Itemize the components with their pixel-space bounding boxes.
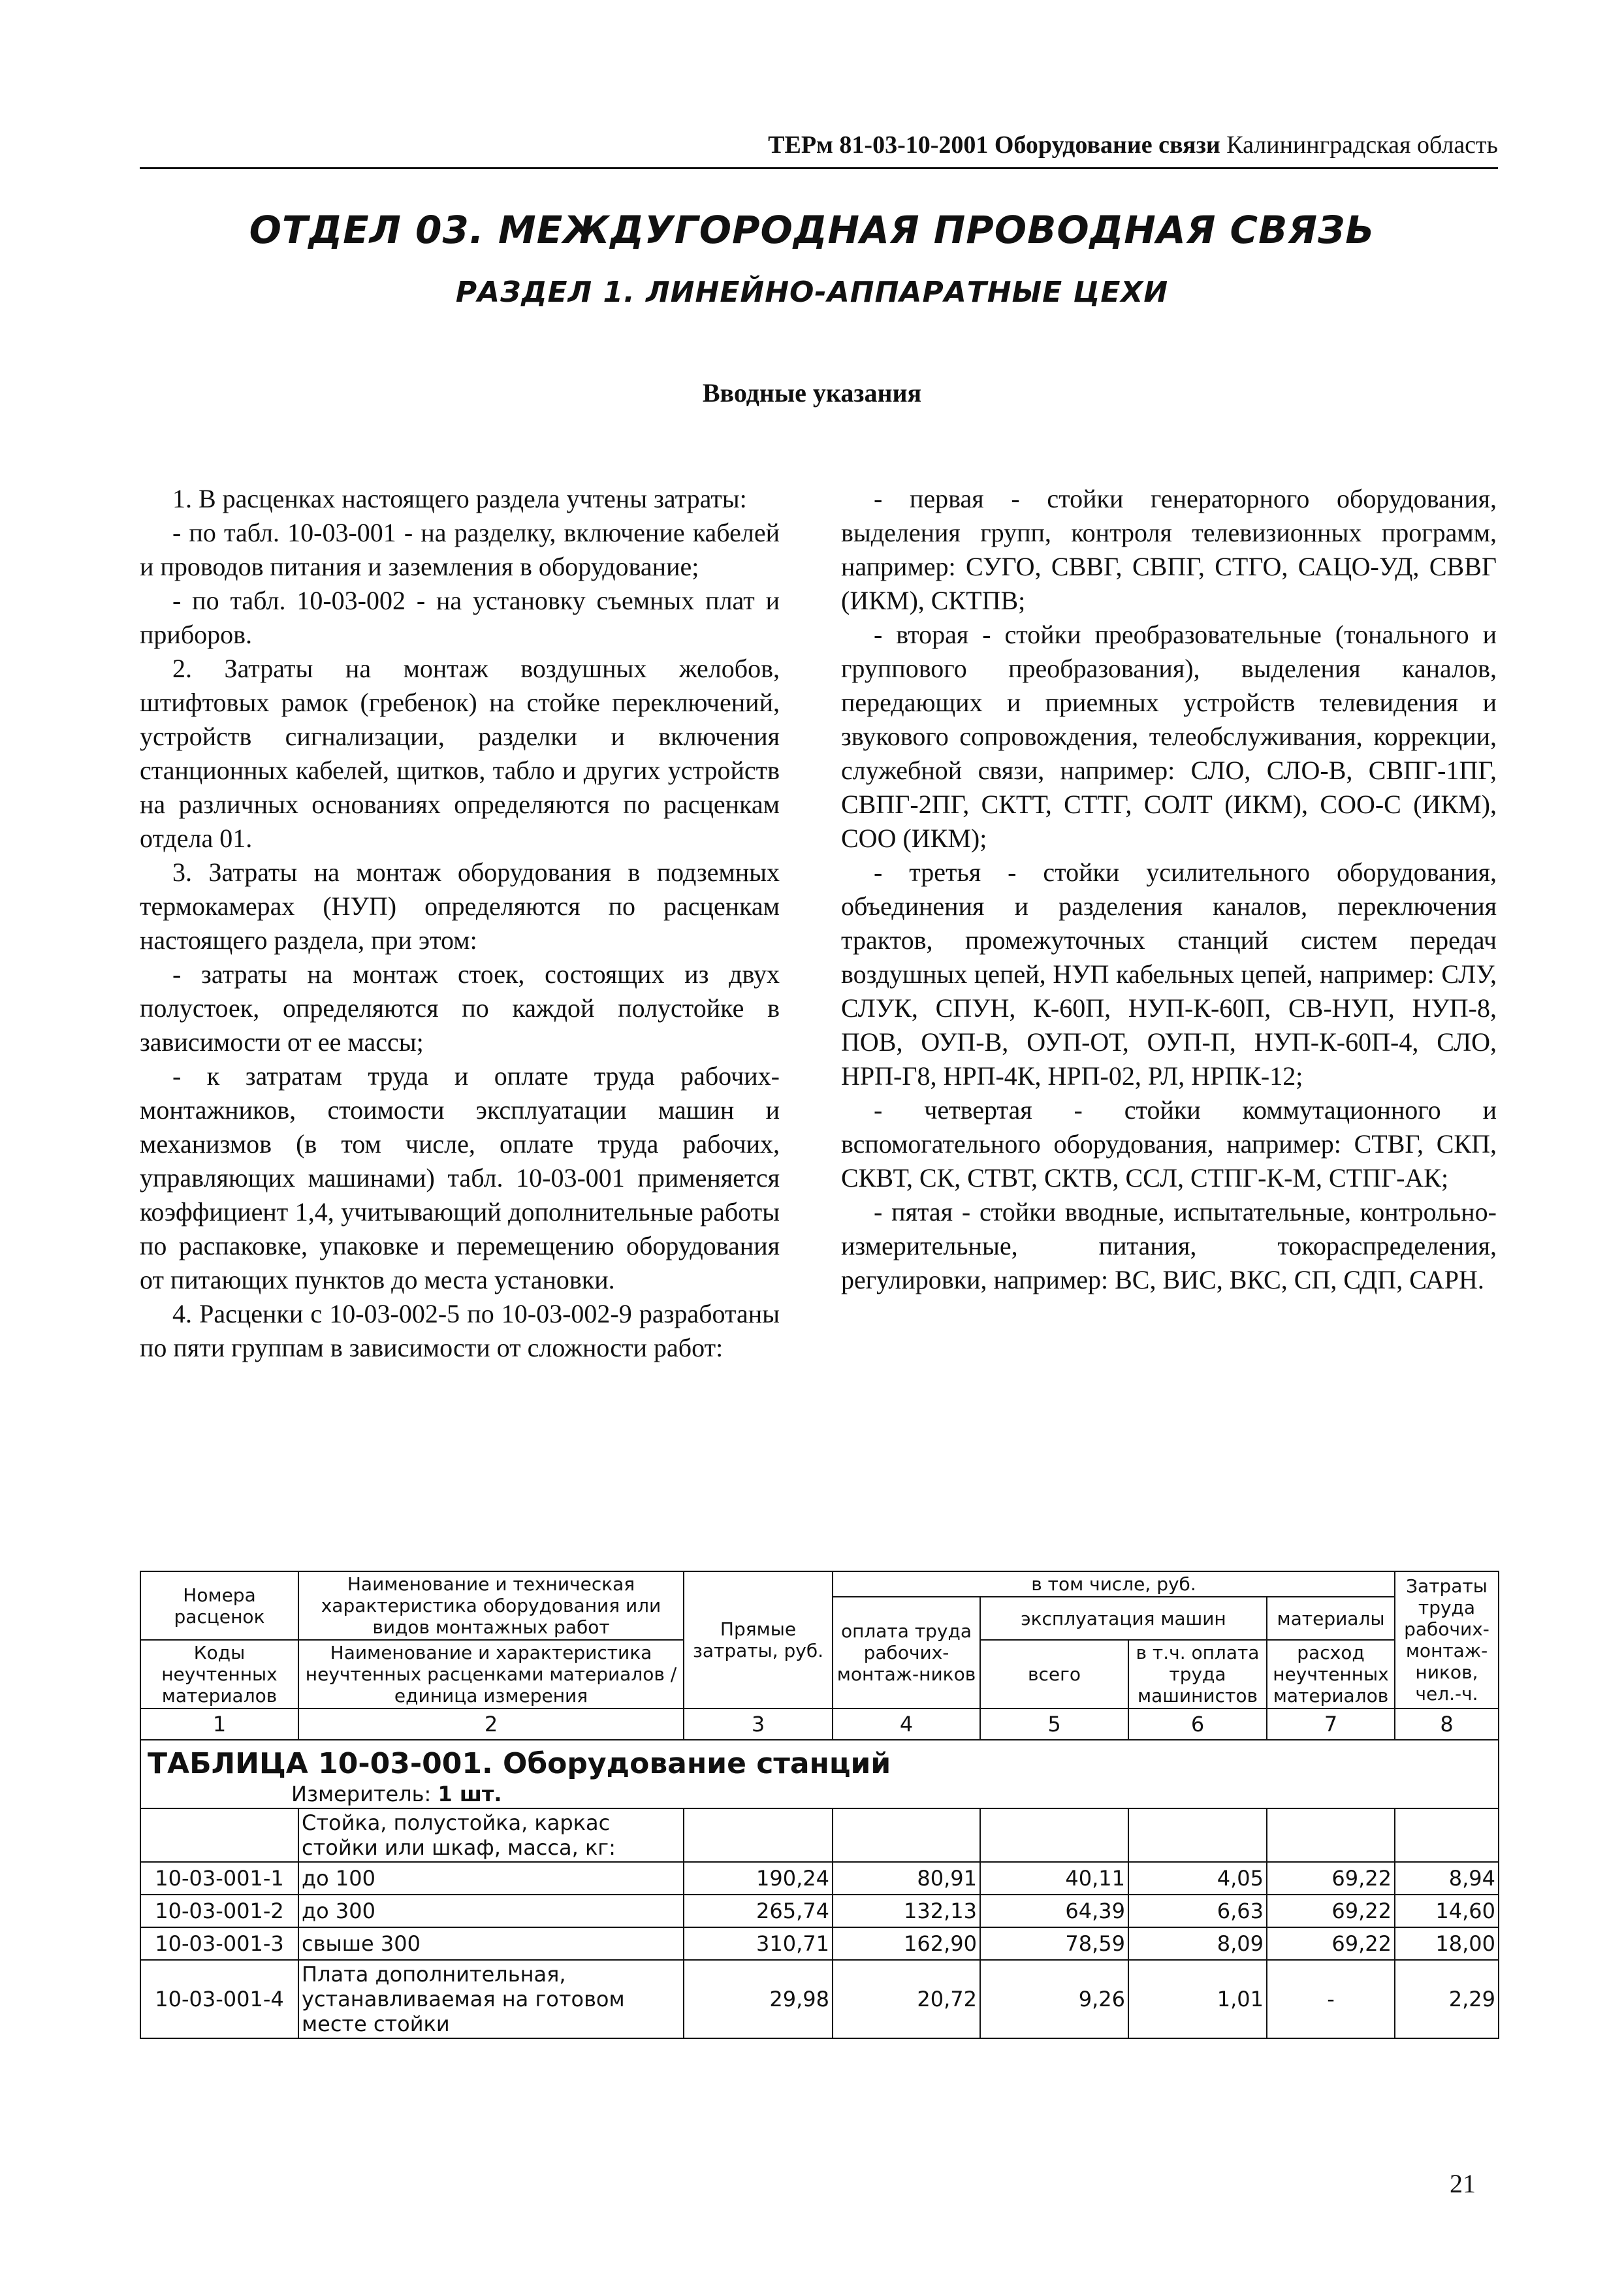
- paragraph: 4. Расценки с 10-03-002-5 по 10-03-002-9 разработаны по пяти группам в зависимости от сложности работ:: [140, 1299, 780, 1362]
- rate-code: 10-03-001-2: [140, 1895, 298, 1927]
- wage-cost: 20,72: [833, 1960, 980, 2038]
- column-number: 2: [298, 1708, 684, 1740]
- department-title: ОТДЕЛ 03. МЕЖДУГОРОДНАЯ ПРОВОДНАЯ СВЯЗЬ: [249, 208, 1375, 252]
- group-code-cell: [140, 1808, 298, 1862]
- intro-heading: Вводные указания: [702, 378, 922, 408]
- column-number: 5: [980, 1708, 1128, 1740]
- header-labor: Затраты труда рабочих-монтаж-ников, чел.-ч.: [1395, 1571, 1499, 1708]
- rates-table: [140, 1571, 1499, 2039]
- machinist-wage: 4,05: [1128, 1862, 1267, 1895]
- paragraph: - затраты на монтаж стоек, состоящих из двух полустоек, определяются по каждой полустойке в зависимости от ее массы;: [140, 959, 780, 1057]
- section-title: РАЗДЕЛ 1. ЛИНЕЙНО-АППАРАТНЫЕ ЦЕХИ: [455, 276, 1169, 309]
- header-numbers: Номера расценок: [140, 1571, 298, 1640]
- direct-cost: 29,98: [684, 1960, 833, 2038]
- machinist-wage: 1,01: [1128, 1960, 1267, 2038]
- paragraph: - вторая - стойки преобразовательные (тонального и группового преобразования), выделения каналов, передающих и приемных устройств телевидения и звукового сопровождения, телеобслуживания, коррекции, служебной связи, например: СЛО, СЛО-В, СВПГ-1ПГ, СВПГ-2ПГ, СКТТ, СТТГ, СОЛТ (ИКМ), СОО-С (ИКМ), СОО (ИКМ);: [841, 620, 1497, 853]
- labor-cost: 18,00: [1395, 1927, 1499, 1960]
- materials-cost: 69,22: [1267, 1927, 1395, 1960]
- paragraph: - по табл. 10-03-001 - на разделку, включение кабелей и проводов питания и заземления в оборудование;: [140, 518, 780, 581]
- header-unaccounted: расход неучтенных материалов: [1267, 1640, 1395, 1708]
- table-title: ТАБЛИЦА 10-03-001. Оборудование станций: [140, 1740, 1499, 1780]
- machine-cost: 64,39: [980, 1895, 1128, 1927]
- right-column: [841, 482, 1497, 1297]
- direct-cost: 190,24: [684, 1862, 833, 1895]
- materials-cost: 69,22: [1267, 1862, 1395, 1895]
- paragraph: - по табл. 10-03-002 - на установку съемных плат и приборов.: [140, 586, 780, 649]
- header-wage: оплата труда рабочих-монтаж-ников: [833, 1597, 980, 1708]
- paragraph: - первая - стойки генераторного оборудования, выделения групп, контроля телевизионных программ, например: СУГО, СВВГ, СВПГ, СТГО, САЦО-УД, СВВГ (ИКМ), СКТПВ;: [841, 484, 1497, 615]
- running-header: [140, 131, 1498, 159]
- direct-cost: 265,74: [684, 1895, 833, 1927]
- materials-cost: 69,22: [1267, 1895, 1395, 1927]
- machinist-wage: 8,09: [1128, 1927, 1267, 1960]
- machinist-wage: 6,63: [1128, 1895, 1267, 1927]
- rate-code: 10-03-001-3: [140, 1927, 298, 1960]
- paragraph: - четвертая - стойки коммутационного и вспомогательного оборудования, например: СТВГ, СКП, СКВТ, СК, СТВТ, СКТВ, ССЛ, СТПГ-К-М, СТПГ-АК;: [841, 1095, 1497, 1193]
- header-machines: эксплуатация машин: [980, 1597, 1267, 1640]
- column-number: 3: [684, 1708, 833, 1740]
- header-subject: Оборудование связи: [994, 131, 1220, 159]
- header-region: Калининградская область: [1226, 131, 1498, 159]
- header-machinist-wage: в т.ч. оплата труда машинистов: [1128, 1640, 1267, 1708]
- wage-cost: 132,13: [833, 1895, 980, 1927]
- measure-value: 1 шт.: [438, 1782, 502, 1806]
- rate-name: свыше 300: [298, 1927, 684, 1960]
- header-materials: материалы: [1267, 1597, 1395, 1640]
- direct-cost: 310,71: [684, 1927, 833, 1960]
- header-name: Наименование и техническая характеристика оборудования или видов монтажных работ: [298, 1571, 684, 1640]
- page-number: 21: [1450, 2169, 1476, 2198]
- table-row: [140, 1895, 1499, 1927]
- table-row: [140, 1960, 1499, 2038]
- header-machines-total: всего: [980, 1640, 1128, 1708]
- column-number: 6: [1128, 1708, 1267, 1740]
- wage-cost: 80,91: [833, 1862, 980, 1895]
- wage-cost: 162,90: [833, 1927, 980, 1960]
- paragraph: 1. В расценках настоящего раздела учтены затраты:: [172, 484, 747, 513]
- column-number: 8: [1395, 1708, 1499, 1740]
- labor-cost: 8,94: [1395, 1862, 1499, 1895]
- header-code: ТЕРм 81-03-10-2001: [768, 131, 989, 159]
- left-column: [140, 482, 780, 1365]
- machine-cost: 9,26: [980, 1960, 1128, 2038]
- paragraph: - третья - стойки усилительного оборудования, объединения и разделения каналов, переключения трактов, промежуточных станций систем передач воздушных цепей, НУП кабельных цепей, например: СЛУ, СЛУК, СПУН, К-60П, НУП-К-60П, СВ-НУП, НУП-8, ПОВ, ОУП-В, ОУП-ОТ, ОУП-П, НУП-К-60П-4, СЛО, НРП-Г8, НРП-4К, НРП-02, РЛ, НРПК-12;: [841, 858, 1497, 1091]
- header-rule: [140, 167, 1498, 169]
- column-number: 7: [1267, 1708, 1395, 1740]
- group-label: Стойка, полустойка, каркас стойки или шкаф, масса, кг:: [298, 1808, 684, 1862]
- header-codes: Коды неучтенных материалов: [140, 1640, 298, 1708]
- paragraph: - к затратам труда и оплате труда рабочих-монтажников, стоимости эксплуатации машин и механизмов (в том числе, оплате труда рабочих, управляющих машинами) табл. 10-03-001 применяется коэффициент 1,4, учитывающий дополнительные работы по распаковке, упаковке и перемещению оборудования от питающих пунктов до места установки.: [140, 1061, 780, 1294]
- header-direct: Прямые затраты, руб.: [684, 1571, 833, 1708]
- table-row: [140, 1862, 1499, 1895]
- labor-cost: 2,29: [1395, 1960, 1499, 2038]
- table-row: [140, 1927, 1499, 1960]
- machine-cost: 40,11: [980, 1862, 1128, 1895]
- paragraph: 2. Затраты на монтаж воздушных желобов, штифтовых рамок (гребенок) на стойке переключений, устройств сигнализации, разделки и включения станционных кабелей, щитков, табло и других устройств на различных основаниях определяются по расценкам отдела 01.: [140, 654, 780, 853]
- measure-row: [140, 1780, 1499, 1808]
- labor-cost: 14,60: [1395, 1895, 1499, 1927]
- rate-code: 10-03-001-4: [140, 1960, 298, 2038]
- rate-name: до 100: [298, 1862, 684, 1895]
- rate-name: до 300: [298, 1895, 684, 1927]
- rate-code: 10-03-001-1: [140, 1862, 298, 1895]
- paragraph: 3. Затраты на монтаж оборудования в подземных термокамерах (НУП) определяются по расценкам настоящего раздела, при этом:: [140, 858, 780, 955]
- measure-label: Измеритель:: [291, 1782, 432, 1806]
- paragraph: - пятая - стойки вводные, испытательные, контрольно-измерительные, питания, токораспределения, регулировки, например: ВС, ВИС, ВКС, СП, СДП, САРН.: [841, 1197, 1497, 1294]
- column-number: 1: [140, 1708, 298, 1740]
- machine-cost: 78,59: [980, 1927, 1128, 1960]
- materials-cost: -: [1267, 1960, 1395, 2038]
- column-number: 4: [833, 1708, 980, 1740]
- rate-name: Плата дополнительная, устанавливаемая на готовом месте стойки: [298, 1960, 684, 2038]
- header-name2: Наименование и характеристика неучтенных расценками материалов / единица измерения: [298, 1640, 684, 1708]
- header-including: в том числе, руб.: [833, 1571, 1395, 1597]
